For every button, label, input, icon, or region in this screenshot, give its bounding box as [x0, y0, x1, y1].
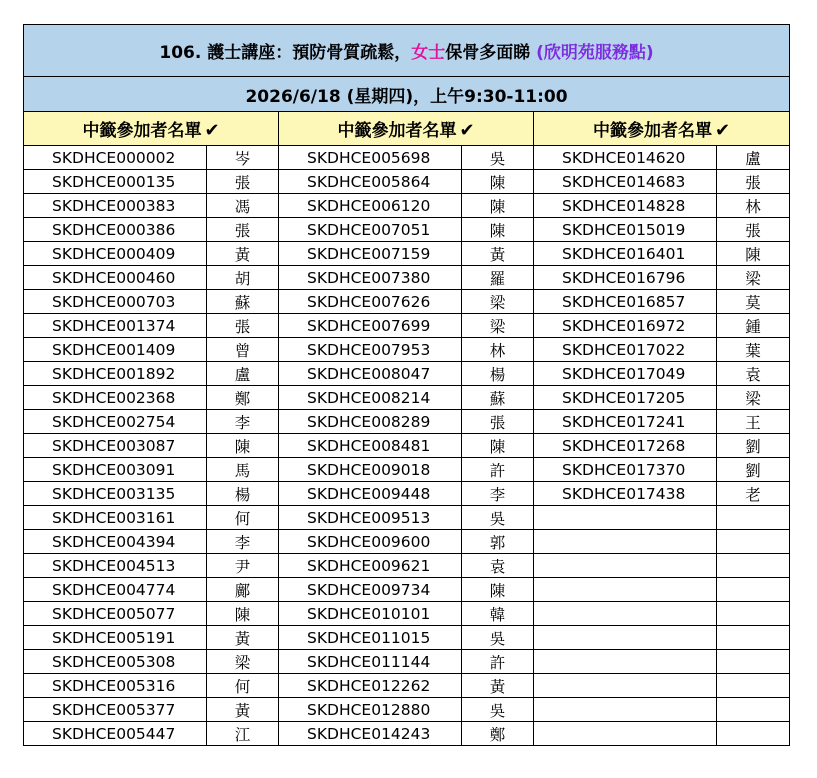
participant-code-cell: SKDHCE005077 — [24, 602, 207, 626]
table-row — [24, 554, 790, 578]
participant-surname-cell: 陳 — [462, 194, 534, 218]
participant-code-cell: SKDHCE007626 — [279, 290, 462, 314]
participant-surname-cell — [717, 602, 790, 626]
participant-code-cell — [534, 674, 717, 698]
participant-code-cell: SKDHCE016796 — [534, 266, 717, 290]
participant-code-cell: SKDHCE017268 — [534, 434, 717, 458]
column-header-label: 中籤參加者名單 — [337, 121, 457, 141]
participant-code-cell: SKDHCE011015 — [279, 626, 462, 650]
participant-code-cell: SKDHCE012262 — [279, 674, 462, 698]
participant-surname-cell — [717, 698, 790, 722]
participant-code-cell: SKDHCE016972 — [534, 314, 717, 338]
event-date: 2026/6/18 (星期四)，上午9:30-11:00 — [24, 77, 790, 112]
participant-surname-cell: 鄭 — [462, 722, 534, 746]
participant-surname-cell: 盧 — [207, 362, 279, 386]
participant-code-cell: SKDHCE009513 — [279, 506, 462, 530]
participant-code-cell: SKDHCE017438 — [534, 482, 717, 506]
participant-code-cell: SKDHCE008289 — [279, 410, 462, 434]
event-title — [24, 25, 790, 77]
participant-surname-cell: 鄺 — [207, 578, 279, 602]
participant-surname-cell: 許 — [462, 458, 534, 482]
participant-surname-cell: 張 — [207, 170, 279, 194]
participant-surname-cell — [717, 674, 790, 698]
participant-surname-cell: 羅 — [462, 266, 534, 290]
participant-surname-cell: 林 — [462, 338, 534, 362]
table-row — [24, 530, 790, 554]
participant-code-cell: SKDHCE017241 — [534, 410, 717, 434]
table-row — [24, 674, 790, 698]
participant-code-cell: SKDHCE014243 — [279, 722, 462, 746]
participant-surname-cell: 梁 — [462, 314, 534, 338]
participant-code-cell: SKDHCE000383 — [24, 194, 207, 218]
participant-surname-cell: 黃 — [207, 698, 279, 722]
table-row — [24, 314, 790, 338]
participant-surname-cell: 陳 — [462, 434, 534, 458]
table-row — [24, 242, 790, 266]
participant-code-cell: SKDHCE016857 — [534, 290, 717, 314]
participant-code-cell: SKDHCE007380 — [279, 266, 462, 290]
title-location: (欣明苑服務點) — [536, 43, 654, 63]
participant-surname-cell: 鍾 — [717, 314, 790, 338]
participant-surname-cell: 楊 — [207, 482, 279, 506]
participant-code-cell: SKDHCE009600 — [279, 530, 462, 554]
participant-surname-cell: 岑 — [207, 146, 279, 170]
participant-surname-cell: 黃 — [207, 626, 279, 650]
participant-surname-cell: 吳 — [462, 626, 534, 650]
participant-surname-cell: 何 — [207, 506, 279, 530]
table-row — [24, 482, 790, 506]
participant-surname-cell: 黃 — [462, 674, 534, 698]
participant-code-cell: SKDHCE008214 — [279, 386, 462, 410]
participant-surname-cell: 吳 — [462, 698, 534, 722]
participant-code-cell: SKDHCE002754 — [24, 410, 207, 434]
participant-surname-cell: 葉 — [717, 338, 790, 362]
participant-surname-cell: 蘇 — [207, 290, 279, 314]
participant-surname-cell — [717, 578, 790, 602]
participant-code-cell: SKDHCE004513 — [24, 554, 207, 578]
participant-code-cell: SKDHCE017022 — [534, 338, 717, 362]
participant-code-cell: SKDHCE007159 — [279, 242, 462, 266]
column-header-3 — [534, 112, 790, 146]
column-header-label: 中籤參加者名單 — [82, 121, 202, 141]
participant-surname-cell: 梁 — [207, 650, 279, 674]
participant-code-cell: SKDHCE005308 — [24, 650, 207, 674]
participant-surname-cell: 馮 — [207, 194, 279, 218]
participant-code-cell: SKDHCE017370 — [534, 458, 717, 482]
participant-surname-cell: 韓 — [462, 602, 534, 626]
participant-code-cell — [534, 650, 717, 674]
participant-surname-cell: 梁 — [717, 386, 790, 410]
participant-code-cell: SKDHCE003135 — [24, 482, 207, 506]
participant-code-cell: SKDHCE009448 — [279, 482, 462, 506]
participant-code-cell — [534, 722, 717, 746]
table-row — [24, 458, 790, 482]
participant-surname-cell: 黃 — [207, 242, 279, 266]
participant-code-cell: SKDHCE014620 — [534, 146, 717, 170]
participant-code-cell: SKDHCE000135 — [24, 170, 207, 194]
participant-code-cell: SKDHCE016401 — [534, 242, 717, 266]
participant-surname-cell — [717, 530, 790, 554]
participant-surname-cell: 何 — [207, 674, 279, 698]
participant-code-cell: SKDHCE001374 — [24, 314, 207, 338]
participant-surname-cell: 張 — [207, 218, 279, 242]
check-icon: ✔ — [459, 120, 475, 141]
participant-code-cell: SKDHCE005191 — [24, 626, 207, 650]
table-row — [24, 578, 790, 602]
check-icon: ✔ — [714, 120, 731, 141]
participant-code-cell: SKDHCE009734 — [279, 578, 462, 602]
table-row — [24, 698, 790, 722]
participant-surname-cell: 陳 — [462, 218, 534, 242]
table-row — [24, 602, 790, 626]
participant-surname-cell: 王 — [717, 410, 790, 434]
participant-code-cell: SKDHCE015019 — [534, 218, 717, 242]
column-header-label: 中籤參加者名單 — [592, 121, 712, 141]
participant-surname-cell: 梁 — [717, 266, 790, 290]
participant-code-cell: SKDHCE008047 — [279, 362, 462, 386]
participant-code-cell: SKDHCE017205 — [534, 386, 717, 410]
participant-code-cell — [534, 530, 717, 554]
table-row — [24, 170, 790, 194]
participant-surname-cell: 陳 — [207, 602, 279, 626]
participant-code-cell: SKDHCE003091 — [24, 458, 207, 482]
participant-code-cell: SKDHCE001892 — [24, 362, 207, 386]
winners-list-table — [23, 24, 790, 746]
participant-surname-cell: 張 — [462, 410, 534, 434]
table-row — [24, 650, 790, 674]
participant-surname-cell: 尹 — [207, 554, 279, 578]
column-header-2 — [279, 112, 534, 146]
participant-code-cell: SKDHCE007051 — [279, 218, 462, 242]
participant-code-cell: SKDHCE005316 — [24, 674, 207, 698]
participant-code-cell: SKDHCE011144 — [279, 650, 462, 674]
participant-surname-cell: 馬 — [207, 458, 279, 482]
table-row — [24, 290, 790, 314]
participant-surname-cell: 吳 — [462, 506, 534, 530]
participant-code-cell: SKDHCE003087 — [24, 434, 207, 458]
participant-surname-cell: 劉 — [717, 434, 790, 458]
participant-surname-cell: 黃 — [462, 242, 534, 266]
table-row — [24, 722, 790, 746]
participant-code-cell: SKDHCE000703 — [24, 290, 207, 314]
participant-code-cell: SKDHCE000409 — [24, 242, 207, 266]
participant-code-cell: SKDHCE012880 — [279, 698, 462, 722]
title-highlight: 女士 — [411, 43, 446, 63]
participant-code-cell: SKDHCE009621 — [279, 554, 462, 578]
participant-surname-cell — [717, 722, 790, 746]
participant-surname-cell: 曾 — [207, 338, 279, 362]
participant-surname-cell: 劉 — [717, 458, 790, 482]
participant-surname-cell: 陳 — [462, 578, 534, 602]
table-row — [24, 410, 790, 434]
participant-surname-cell: 袁 — [717, 362, 790, 386]
participant-surname-cell: 郭 — [462, 530, 534, 554]
check-icon: ✔ — [204, 120, 220, 141]
table-row — [24, 218, 790, 242]
participant-surname-cell: 林 — [717, 194, 790, 218]
participant-code-cell: SKDHCE005377 — [24, 698, 207, 722]
title-middle: 保骨多面睇 — [445, 43, 537, 63]
participant-surname-cell: 李 — [462, 482, 534, 506]
participant-code-cell — [534, 602, 717, 626]
participant-surname-cell: 張 — [717, 218, 790, 242]
participant-surname-cell: 楊 — [462, 362, 534, 386]
participant-surname-cell: 張 — [717, 170, 790, 194]
participant-surname-cell: 袁 — [462, 554, 534, 578]
participant-code-cell: SKDHCE005698 — [279, 146, 462, 170]
participant-code-cell: SKDHCE009018 — [279, 458, 462, 482]
participant-code-cell: SKDHCE004394 — [24, 530, 207, 554]
title-prefix: 106. 護士講座：預防骨質疏鬆， — [159, 43, 412, 63]
participant-surname-cell: 胡 — [207, 266, 279, 290]
participant-code-cell — [534, 554, 717, 578]
participant-code-cell: SKDHCE007953 — [279, 338, 462, 362]
participant-code-cell: SKDHCE006120 — [279, 194, 462, 218]
column-header-1 — [24, 112, 279, 146]
participant-code-cell — [534, 698, 717, 722]
participant-surname-cell: 江 — [207, 722, 279, 746]
participant-code-cell — [534, 626, 717, 650]
participant-surname-cell: 梁 — [462, 290, 534, 314]
table-row — [24, 386, 790, 410]
participant-surname-cell: 盧 — [717, 146, 790, 170]
table-row — [24, 194, 790, 218]
participant-surname-cell: 莫 — [717, 290, 790, 314]
table-row — [24, 626, 790, 650]
table-row — [24, 506, 790, 530]
table-row — [24, 266, 790, 290]
participant-surname-cell: 吳 — [462, 146, 534, 170]
participant-code-cell: SKDHCE007699 — [279, 314, 462, 338]
participant-code-cell: SKDHCE002368 — [24, 386, 207, 410]
participant-surname-cell: 老 — [717, 482, 790, 506]
participant-code-cell: SKDHCE008481 — [279, 434, 462, 458]
participant-code-cell: SKDHCE000460 — [24, 266, 207, 290]
participant-surname-cell: 李 — [207, 410, 279, 434]
participant-code-cell: SKDHCE017049 — [534, 362, 717, 386]
participant-code-cell: SKDHCE004774 — [24, 578, 207, 602]
participant-surname-cell: 李 — [207, 530, 279, 554]
participant-code-cell: SKDHCE014683 — [534, 170, 717, 194]
table-row — [24, 338, 790, 362]
participant-surname-cell: 陳 — [207, 434, 279, 458]
participant-code-cell — [534, 506, 717, 530]
participant-code-cell: SKDHCE001409 — [24, 338, 207, 362]
participant-surname-cell: 許 — [462, 650, 534, 674]
participant-surname-cell: 鄭 — [207, 386, 279, 410]
table-row — [24, 434, 790, 458]
participant-surname-cell: 蘇 — [462, 386, 534, 410]
participant-code-cell: SKDHCE000386 — [24, 218, 207, 242]
participant-surname-cell — [717, 506, 790, 530]
participant-code-cell: SKDHCE000002 — [24, 146, 207, 170]
table-row — [24, 146, 790, 170]
participant-code-cell: SKDHCE010101 — [279, 602, 462, 626]
participant-surname-cell — [717, 650, 790, 674]
participant-surname-cell: 陳 — [717, 242, 790, 266]
column-header-row — [24, 112, 790, 146]
participant-code-cell: SKDHCE005864 — [279, 170, 462, 194]
participant-code-cell: SKDHCE005447 — [24, 722, 207, 746]
participant-code-cell — [534, 578, 717, 602]
participant-surname-cell: 陳 — [462, 170, 534, 194]
participant-surname-cell — [717, 626, 790, 650]
participant-code-cell: SKDHCE014828 — [534, 194, 717, 218]
participant-surname-cell: 張 — [207, 314, 279, 338]
table-row — [24, 362, 790, 386]
date-row — [24, 77, 790, 112]
participant-code-cell: SKDHCE003161 — [24, 506, 207, 530]
title-row — [24, 25, 790, 77]
participant-surname-cell — [717, 554, 790, 578]
